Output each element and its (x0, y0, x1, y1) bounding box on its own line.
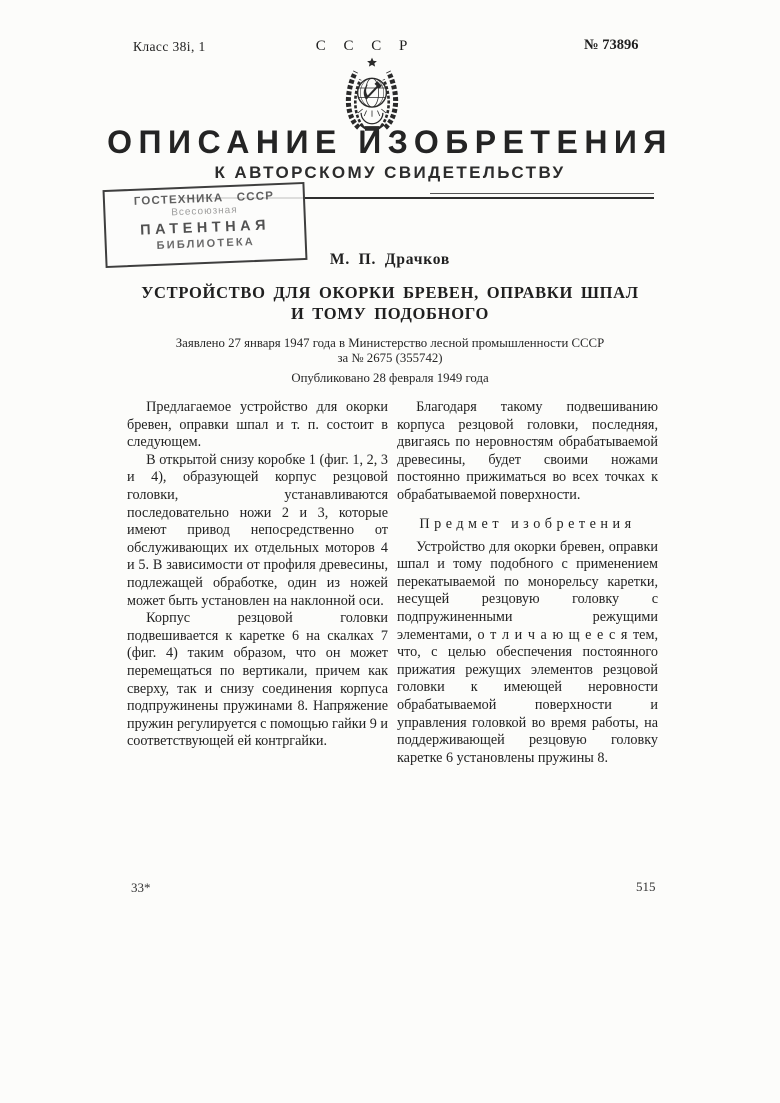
paragraph: В открытой снизу коробке 1 (фиг. 1, 2, 3 и 4), образующей корпус резцовой головки, устанавливаются последовательно ножи 2 и 3, которые имеют привод непосредственно от обслуживающих их отдельных моторов 4 и 5. В зависимости от профиля древесины, подлежащей обработке, один из ножей может быть установлен на наклонной оси. (127, 451, 388, 609)
author-name: М. П. Драчков (329, 251, 451, 268)
country-label: С С С Р (315, 38, 415, 54)
filing-info (0, 336, 780, 386)
page-number: 515 (636, 879, 656, 894)
paragraph: Предлагаемое устройство для окорки бревен, оправки шпал и т. п. состоит в следующем. (127, 399, 388, 451)
document-sub-title: К АВТОРСКОМУ СВИДЕТЕЛЬСТВУ (214, 163, 566, 182)
stamp-line-3: ПАТЕНТНАЯ (139, 217, 271, 239)
paragraph: Благодаря такому подвешиванию корпуса резцовой головки, последняя, двигаясь по неровностям обрабатываемой древесины, будет своими ножами постоянно прижиматься во всех точках к обрабатываемой поверхности. (397, 399, 658, 503)
right-column (397, 399, 658, 767)
filing-line-2: за № 2675 (355742) (337, 350, 443, 365)
soviet-coat-of-arms-icon (337, 55, 407, 135)
filing-line-3: Опубликовано 28 февраля 1949 года (291, 371, 489, 385)
header-divider-thin (430, 193, 654, 194)
claim-paragraph: Устройство для окорки бревен, оправки шпал и тому подобного с применением перекатываемой по монорельсу каретки, несущей резцовую головку с подпружиненными режущими элементами, о т л и ч а ю щ е е с я тем, что, с целью обеспечения постоянного прижатия режущих элементов резцовой головки к имеющей неровности обрабатываемой поверхности и управления головкой во время работы, на поддерживающей резцовую головку каретке 6 установлены пружины 8. (397, 538, 658, 766)
paragraph: Корпус резцовой головки подвешивается к каретке 6 на скалках 7 (фиг. 4) таким образом, что он может перемещаться по вертикали, причем как сверху, так и снизу соединения корпуса подпружинены пружинами 8. Напряжение пружин регулируется с помощью гайки 9 и соответствующей ей контргайки. (127, 610, 388, 750)
stamp-line-2: Всесоюзная (171, 204, 238, 219)
body-text-columns (127, 399, 658, 767)
invention-title (0, 283, 780, 324)
claims-heading: Предмет изобретения (419, 515, 636, 532)
stamp-line-1: ГОСТЕХНИКА СССР (133, 190, 275, 208)
stamp-line-4: БИБЛИОТЕКА (156, 236, 256, 252)
document-main-title: ОПИСАНИЕ ИЗОБРЕТЕНИЯ (107, 124, 673, 160)
left-column (127, 399, 388, 767)
invention-title-line-2: И ТОМУ ПОДОБНОГО (290, 303, 490, 323)
filing-line-1: Заявлено 27 января 1947 года в Министерство лесной промышленности СССР (175, 336, 605, 350)
patent-number: № 73896 (584, 37, 639, 53)
signature-mark: 33* (131, 880, 151, 895)
class-label: Класс 38i, 1 (133, 39, 206, 54)
invention-title-line-1: УСТРОЙСТВО ДЛЯ ОКОРКИ БРЕВЕН, ОПРАВКИ ШПАЛ (141, 283, 639, 302)
